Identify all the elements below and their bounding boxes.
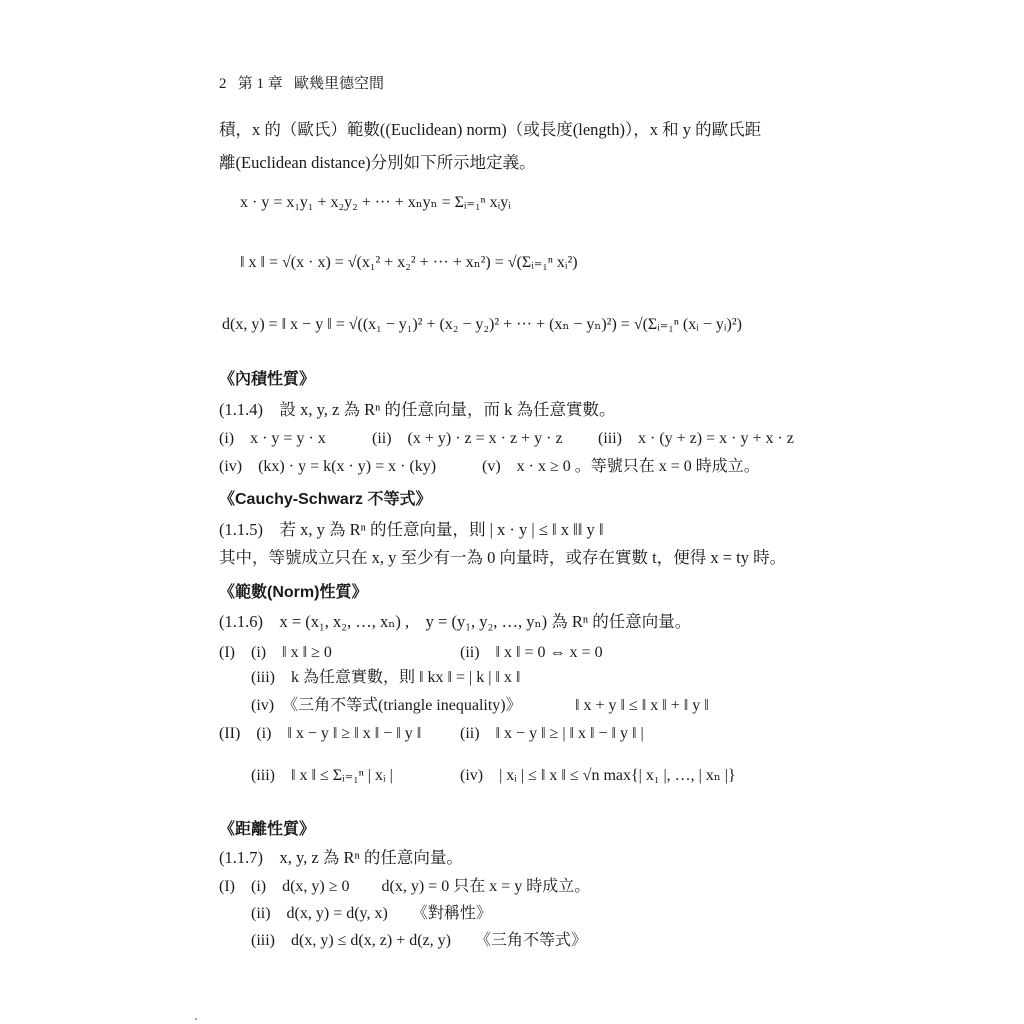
intro-line-1: 積，x 的（歐氏）範數((Euclidean) norm)（或長度(length)），x 和 y 的歐氏距 (219, 120, 762, 139)
section-title-cauchy-schwarz: 《Cauchy-Schwarz 不等式》 (219, 491, 432, 508)
norm-nonnegative: (I) (i) ‖ x ‖ ≥ 0 (219, 644, 332, 661)
theorem-1-1-6: (1.1.6) x = (x₁, x₂, …, xₙ) , y = (y₁, y₂, …, yₙ) 為 Rⁿ 的任意向量。 (219, 612, 692, 631)
property-distributive-left: (ii) (x + y) · z = x · z + y · z (372, 430, 563, 447)
distance-symmetry: (ii) d(x, y) = d(y, x) 《對稱性》 (251, 905, 492, 922)
section-title-inner-product: 《內積性質》 (219, 371, 316, 388)
page-header (219, 77, 384, 92)
norm-sum-bound: (iii) ‖ x ‖ ≤ Σᵢ₌₁ⁿ | xᵢ | (251, 767, 393, 784)
page-number: 2 (219, 76, 227, 92)
section-title-norm: 《範數(Norm)性質》 (219, 584, 368, 601)
distance-equation: d(x, y) = ‖ x − y ‖ = √((x₁ − y₁)² + (x₂ − y₂)² + ··· + (xₙ − yₙ)²) = √(Σᵢ₌₁ⁿ (xᵢ − yᵢ)²) (222, 316, 742, 333)
intro-line-2: 離(Euclidean distance)分別如下所示地定義。 (219, 153, 536, 172)
chapter-label: 第 1 章 (237, 76, 283, 92)
norm-equation: ‖ x ‖ = √(x · x) = √(x₁² + x₂² + ··· + xₙ²) = √(Σᵢ₌₁ⁿ xᵢ²) (240, 254, 578, 271)
norm-homogeneous: (iii) k 為任意實數，則 ‖ kx ‖ = | k | ‖ x ‖ (251, 669, 521, 686)
property-positive: (v) x · x ≥ 0 。等號只在 x = 0 時成立。 (482, 458, 760, 475)
norm-max-bound: (iv) | xᵢ | ≤ ‖ x ‖ ≤ √n max{| x₁ |, …, | xₙ |} (460, 767, 736, 784)
norm-triangle-formula: ‖ x + y ‖ ≤ ‖ x ‖ + ‖ y ‖ (575, 697, 709, 714)
property-distributive-right: (iii) x · (y + z) = x · y + x · z (598, 430, 794, 447)
scan-speck (195, 1018, 197, 1020)
chapter-title: 歐幾里德空間 (294, 76, 385, 92)
theorem-1-1-7: (1.1.7) x, y, z 為 Rⁿ 的任意向量。 (219, 848, 463, 867)
theorem-1-1-4: (1.1.4) 設 x, y, z 為 Rⁿ 的任意向量，而 k 為任意實數。 (219, 400, 616, 419)
norm-reverse-triangle-abs: (ii) ‖ x − y ‖ ≥ | ‖ x ‖ − ‖ y ‖ | (460, 725, 644, 742)
dot-product-equation: x · y = x₁y₁ + x₂y₂ + ··· + xₙyₙ = Σᵢ₌₁ⁿ xᵢyᵢ (240, 194, 511, 211)
property-commutative: (i) x · y = y · x (219, 430, 326, 447)
theorem-1-1-5-condition: 其中，等號成立只在 x, y 至少有一為 0 向量時，或存在實數 t，便得 x = ty 時。 (219, 548, 787, 567)
section-title-distance: 《距離性質》 (219, 821, 316, 838)
norm-zero: (ii) ‖ x ‖ = 0 ⇔ x = 0 (460, 644, 603, 661)
property-scalar: (iv) (kx) · y = k(x · y) = x · (ky) (219, 458, 437, 475)
distance-nonnegative: (I) (i) d(x, y) ≥ 0 d(x, y) = 0 只在 x = y 時成立。 (219, 878, 591, 895)
norm-reverse-triangle: (II) (i) ‖ x − y ‖ ≥ ‖ x ‖ − ‖ y ‖ (219, 725, 422, 742)
distance-triangle: (iii) d(x, y) ≤ d(x, z) + d(z, y) 《三角不等式》 (251, 932, 587, 949)
theorem-1-1-5: (1.1.5) 若 x, y 為 Rⁿ 的任意向量，則 | x · y | ≤ ‖ x ‖‖ y ‖ (219, 520, 604, 539)
norm-triangle-label: (iv) 《三角不等式(triangle inequality)》 (251, 697, 522, 714)
